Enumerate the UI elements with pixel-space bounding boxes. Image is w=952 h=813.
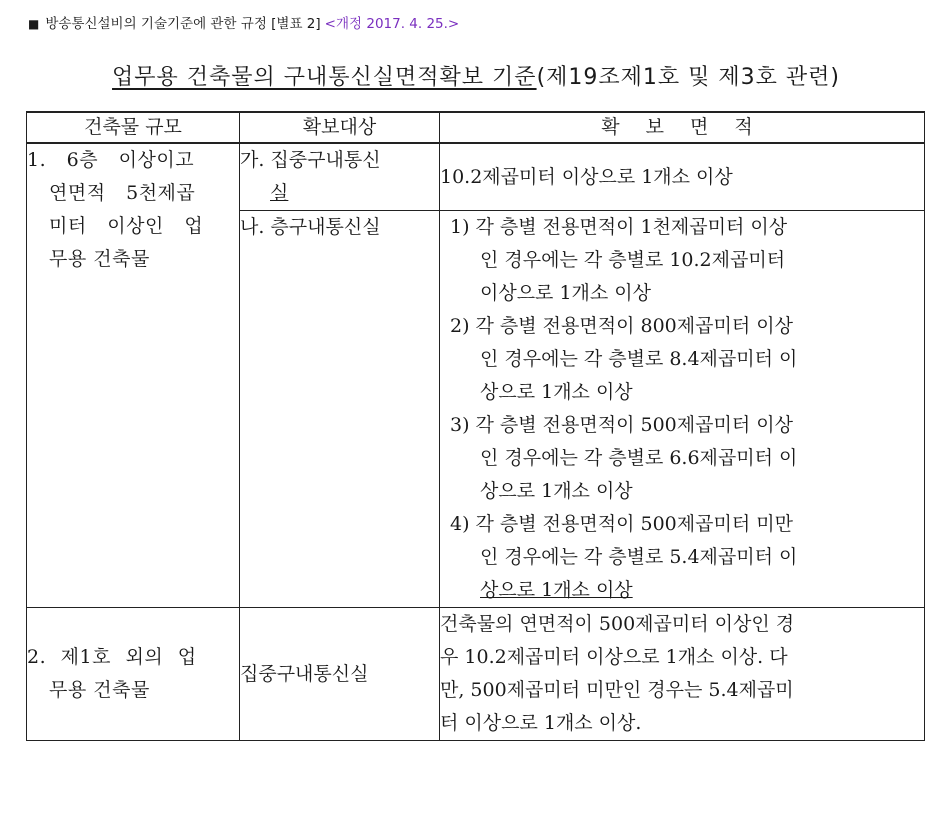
- table-row: [27, 143, 925, 211]
- title-suffix: (제19조제1호 및 제3호 관련): [536, 65, 840, 90]
- scale-1-line: 무용 건축물: [49, 248, 150, 270]
- header-target: 확보대상: [240, 112, 440, 143]
- area-item-line: 2) 각 층별 전용면적이 800제곱미터 이상: [450, 315, 793, 337]
- area-2-line: 우 10.2제곱미터 이상으로 1개소 이상. 다: [440, 646, 788, 668]
- scale-2-line: 무용 건축물: [49, 679, 150, 701]
- area-item: [440, 211, 924, 310]
- area-cell-2: [440, 608, 925, 741]
- header-area: 확 보 면 적: [440, 112, 925, 143]
- target-cell-a: [240, 143, 440, 211]
- scale-2-line: 2. 제1호 외의 업: [27, 646, 197, 668]
- area-cell-a: 10.2제곱미터 이상으로 1개소 이상: [440, 143, 925, 211]
- scale-1-line: 연면적 5천제곱: [49, 182, 196, 204]
- area-item-line: 상으로 1개소 이상: [480, 381, 633, 403]
- area-item-line: 3) 각 층별 전용면적이 500제곱미터 이상: [450, 414, 793, 436]
- area-2-line: 만, 500제곱미터 미만인 경우는 5.4제곱미: [440, 679, 794, 701]
- area-item-line: 상으로 1개소 이상: [480, 579, 633, 601]
- regulation-header: [28, 12, 459, 32]
- target-a-line: 실: [270, 182, 289, 204]
- header-building-scale: 건축물 규모: [27, 112, 240, 143]
- amendment-date: <개정 2017. 4. 25.>: [324, 16, 460, 32]
- area-2-line: 터 이상으로 1개소 이상.: [440, 712, 642, 734]
- target-cell-2: 집중구내통신실: [240, 608, 440, 741]
- target-cell-b: 나. 층구내통신실: [240, 211, 440, 608]
- area-item: [440, 508, 924, 607]
- area-item-line: 이상으로 1개소 이상: [480, 282, 651, 304]
- area-item-line: 4) 각 층별 전용면적이 500제곱미터 미만: [450, 513, 793, 535]
- regulation-name: 방송통신설비의 기술기준에 관한 규정 [별표 2]: [45, 16, 321, 32]
- area-cell-b: [440, 211, 925, 608]
- table-header-row: [27, 112, 925, 143]
- square-bullet-icon: ■: [28, 17, 40, 31]
- scale-cell-2: [27, 608, 240, 741]
- area-item-line: 인 경우에는 각 층별로 5.4제곱미터 이: [480, 546, 798, 568]
- standards-table: [26, 111, 925, 741]
- area-item-line: 1) 각 층별 전용면적이 1천제곱미터 이상: [450, 216, 788, 238]
- area-item-line: 인 경우에는 각 층별로 8.4제곱미터 이: [480, 348, 798, 370]
- document-title: [0, 60, 952, 91]
- area-2-line: 건축물의 연면적이 500제곱미터 이상인 경: [440, 613, 795, 635]
- area-item-line: 인 경우에는 각 층별로 10.2제곱미터: [480, 249, 786, 271]
- scale-1-line: 미터 이상인 업: [49, 215, 204, 237]
- area-item: [440, 310, 924, 409]
- scale-cell-1: [27, 143, 240, 608]
- area-item-line: 인 경우에는 각 층별로 6.6제곱미터 이: [480, 447, 798, 469]
- area-item: [440, 409, 924, 508]
- target-a-line: 가. 집중구내통신: [240, 149, 381, 171]
- table-row: [27, 608, 925, 741]
- title-main: 업무용 건축물의 구내통신실면적확보 기준: [112, 65, 537, 90]
- scale-1-line: 1. 6층 이상이고: [27, 149, 195, 171]
- area-item-line: 상으로 1개소 이상: [480, 480, 633, 502]
